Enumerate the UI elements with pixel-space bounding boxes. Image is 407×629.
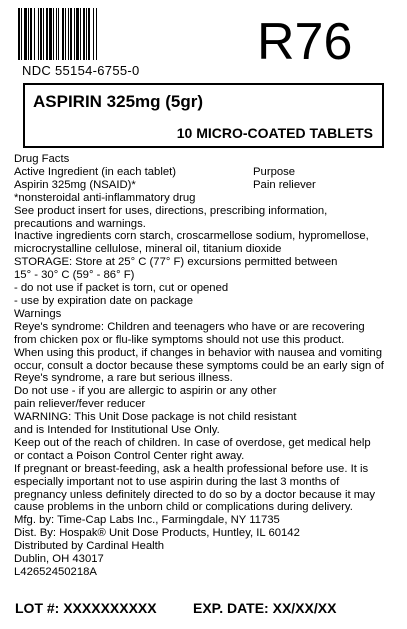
barcode-bar: [46, 8, 48, 60]
barcode-bar: [68, 8, 69, 60]
fact-line: pain reliever/fever reducer: [14, 398, 146, 411]
active-ingredient-header-row: [14, 166, 399, 179]
fact-line: and is Intended for Institutional Use Only.: [14, 424, 220, 437]
active-ingredient-row: [14, 179, 399, 192]
barcode-bar: [56, 8, 57, 60]
barcode-bar: [34, 8, 35, 60]
barcode-bar: [83, 8, 85, 60]
barcode-bar: [38, 8, 39, 60]
fact-line: If pregnant or breast-feeding, ask a health professional before use. It is: [14, 462, 369, 475]
barcode-bar: [49, 8, 52, 60]
fact-line: *nonsteroidal anti-inflammatory drug: [14, 191, 196, 204]
fact-line: from chicken pox or flu-like symptoms should not use this product.: [14, 333, 345, 346]
product-name: ASPIRIN 325mg (5gr): [33, 92, 204, 111]
ndc-number: NDC 55154-6755-0: [22, 63, 140, 78]
product-box: [23, 83, 384, 148]
fact-line: precautions and warnings.: [14, 217, 146, 230]
barcode-bar: [53, 8, 54, 60]
barcode-bar: [76, 8, 79, 60]
fact-line: See product insert for uses, directions, prescribing information,: [14, 204, 328, 217]
fact-line: 15° - 30° C (59° - 86° F): [14, 269, 135, 282]
fact-line: or contact a Poison Control Center right away.: [14, 449, 245, 462]
barcode-bar: [80, 8, 81, 60]
barcode-bar: [40, 8, 42, 60]
fact-line: especially important not to use aspirin during the last 3 months of: [14, 475, 340, 488]
fact-line: - use by expiration date on package: [14, 294, 193, 307]
lot-number: LOT #: XXXXXXXXXX: [15, 600, 157, 616]
fact-line: Mfg. by: Time-Cap Labs Inc., Farmingdale, NY 11735: [14, 514, 280, 527]
fact-line: Distributed by Cardinal Health: [14, 540, 165, 553]
fact-line: L42652450218A: [14, 566, 97, 578]
drug-facts: [14, 153, 399, 579]
barcode-bar: [30, 8, 32, 60]
barcode-bar: [43, 8, 44, 60]
fact-line: Dist. By: Hospak® Unit Dose Products, Huntley, IL 60142: [14, 527, 300, 540]
active-ingredient-value: Aspirin 325mg (NSAID)*: [14, 178, 136, 191]
fact-line: occur, consult a doctor because these symptoms could be an early sign of: [14, 359, 384, 372]
fact-line: Reye's syndrome: Children and teenagers who have or are recovering: [14, 320, 365, 333]
barcode-bar: [93, 8, 94, 60]
lot-exp-line: [15, 600, 395, 616]
fact-line: microcrystalline cellulose, mineral oil, titanium dioxide: [14, 243, 282, 256]
barcode-bar: [65, 8, 66, 60]
fact-line: pregnancy unless definitely directed to do so by a doctor because it may: [14, 488, 376, 501]
active-ingredient-heading: Active Ingredient (in each tablet): [14, 165, 177, 178]
product-quantity: 10 MICRO-COATED TABLETS: [176, 125, 373, 141]
barcode-bar: [88, 8, 90, 60]
fact-line: Reye's syndrome, a rare but serious illness.: [14, 372, 233, 385]
fact-line: - do not use if packet is torn, cut or opened: [14, 282, 229, 295]
barcode-bar: [21, 8, 22, 60]
fact-line: cause problems in the unborn child or complications during delivery.: [14, 501, 353, 514]
purpose-heading: Purpose: [253, 165, 296, 178]
drug-facts-title: Drug Facts: [14, 153, 70, 165]
barcode-bar: [86, 8, 87, 60]
barcode-bar: [28, 8, 29, 60]
fact-line: Warnings: [14, 307, 62, 320]
fact-line: Do not use - if you are allergic to aspirin or any other: [14, 385, 277, 398]
barcode-bar: [74, 8, 75, 60]
fact-line: STORAGE: Store at 25° C (77° F) excursions permitted between: [14, 256, 338, 269]
barcode-bar: [18, 8, 20, 60]
barcode-bar: [58, 8, 59, 60]
barcode-bar: [24, 8, 27, 60]
expiration-date: EXP. DATE: XX/XX/XX: [193, 600, 337, 616]
purpose-value: Pain reliever: [253, 178, 316, 191]
fact-line: Dublin, OH 43017: [14, 553, 104, 566]
barcode: [18, 8, 158, 60]
barcode-bar: [96, 8, 97, 60]
fact-lines: [14, 192, 399, 579]
fact-line: Inactive ingredients corn starch, croscarmellose sodium, hypromellose,: [14, 230, 369, 243]
barcode-bar: [70, 8, 72, 60]
fact-line: When using this product, if changes in behavior with nausea and vomiting: [14, 346, 382, 359]
product-code: R76: [257, 13, 353, 71]
fact-line: WARNING: This Unit Dose package is not child resistant: [14, 411, 297, 424]
fact-line: Keep out of the reach of children. In case of overdose, get medical help: [14, 436, 371, 449]
barcode-bar: [62, 8, 64, 60]
